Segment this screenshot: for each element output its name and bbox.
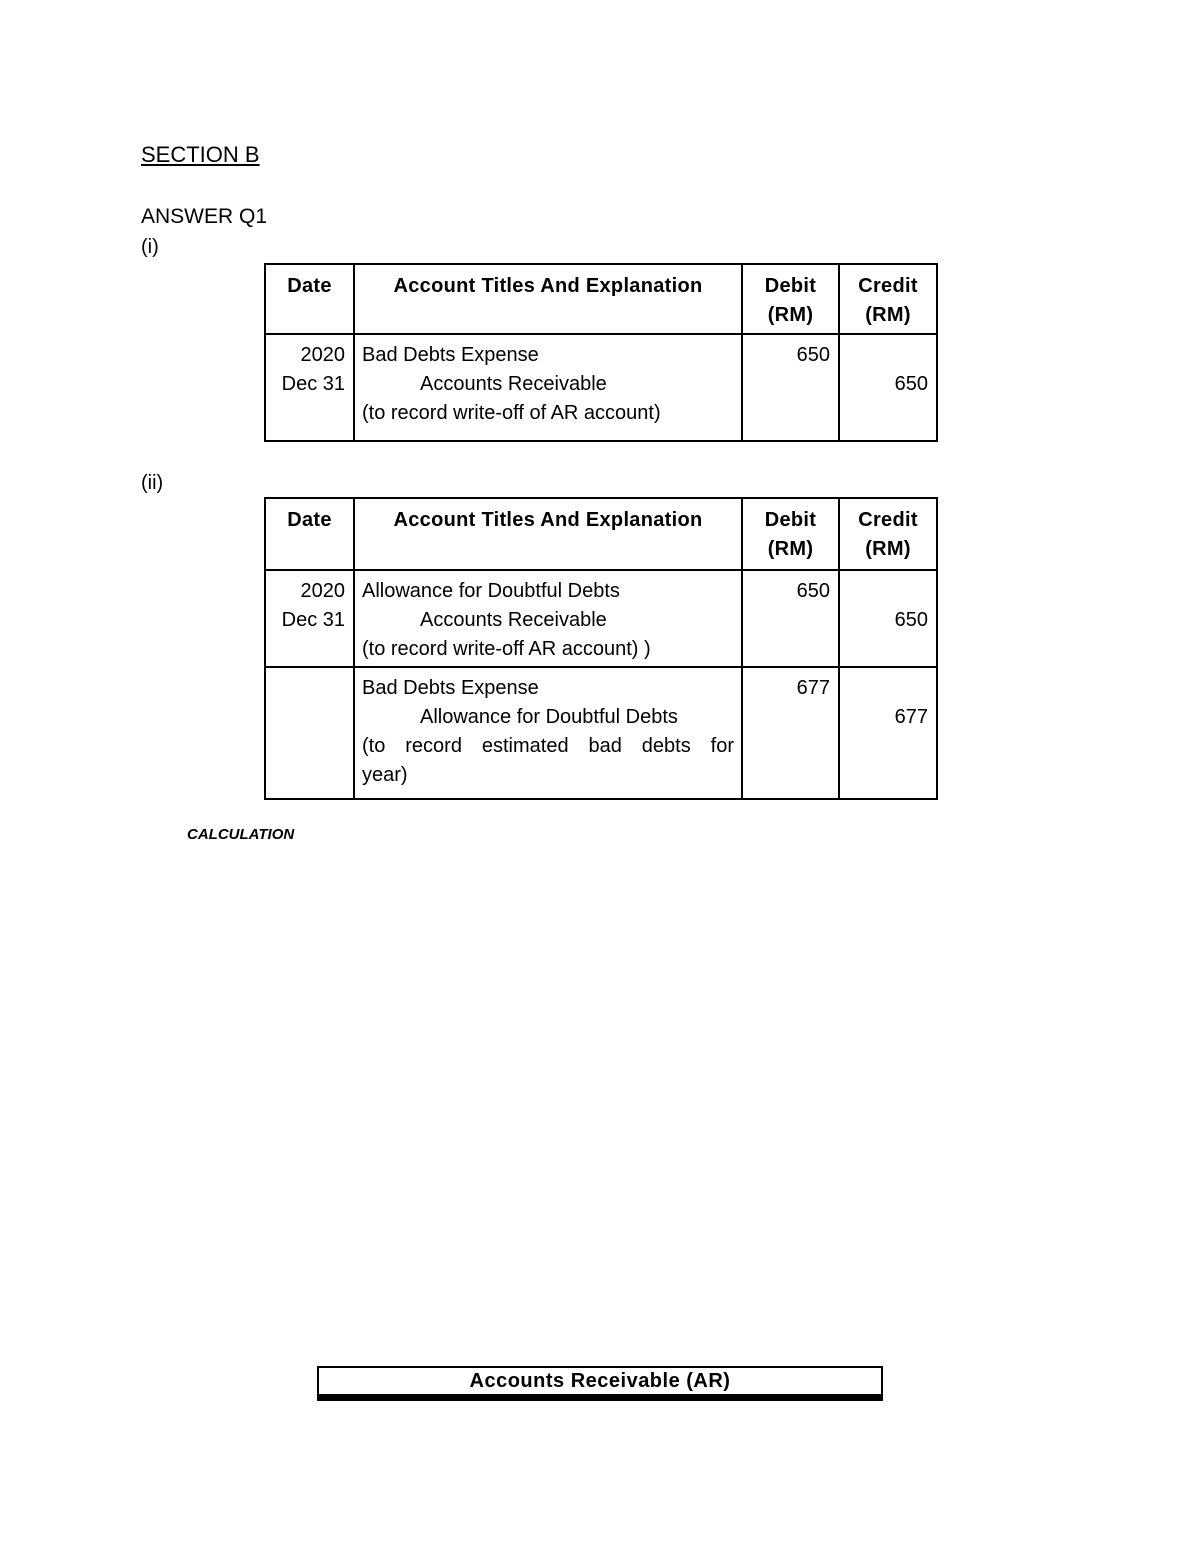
- table-header-row: [265, 264, 937, 334]
- credit-account: Accounts Receivable: [420, 609, 607, 631]
- part-i-label: (i): [141, 236, 159, 258]
- debit-account: Bad Debts Expense: [362, 344, 539, 366]
- entry-accounts: [354, 570, 742, 667]
- table-row: [265, 334, 937, 441]
- entry-explanation-cont: year): [362, 764, 408, 786]
- header-account: Account Titles And Explanation: [354, 498, 742, 570]
- journal-table-i: [264, 263, 938, 442]
- section-title: SECTION B: [141, 142, 260, 167]
- entry-date: [265, 667, 354, 799]
- t-account-title: Accounts Receivable (AR): [317, 1366, 883, 1401]
- entry-date: 2020 Dec 31: [265, 570, 354, 667]
- entry-debit: 677: [742, 667, 839, 799]
- journal-table-ii: [264, 497, 938, 800]
- entry-accounts: [354, 667, 742, 799]
- header-debit: Debit (RM): [742, 498, 839, 570]
- entry-explanation: (to record write-off of AR account): [362, 402, 661, 424]
- entry-debit: 650: [742, 334, 839, 441]
- part-ii-label: (ii): [141, 472, 164, 494]
- entry-date: 2020 Dec 31: [265, 334, 354, 441]
- debit-account: Allowance for Doubtful Debts: [362, 580, 620, 602]
- entry-explanation: (to record write-off AR account) ): [362, 638, 651, 660]
- entry-credit: 650: [839, 570, 937, 667]
- credit-account: Allowance for Doubtful Debts: [420, 706, 678, 728]
- entry-accounts: [354, 334, 742, 441]
- table-row: [265, 667, 937, 799]
- credit-account: Accounts Receivable: [420, 373, 607, 395]
- entry-explanation: (to record estimated bad debts for: [362, 735, 734, 757]
- answer-title: ANSWER Q1: [141, 205, 268, 228]
- entry-debit: 650: [742, 570, 839, 667]
- calculation-label: CALCULATION: [187, 826, 295, 843]
- header-credit: Credit (RM): [839, 264, 937, 334]
- header-credit: Credit (RM): [839, 498, 937, 570]
- header-date: Date: [265, 498, 354, 570]
- table-row: [265, 570, 937, 667]
- table-header-row: [265, 498, 937, 570]
- header-date: Date: [265, 264, 354, 334]
- entry-credit: 650: [839, 334, 937, 441]
- debit-account: Bad Debts Expense: [362, 677, 539, 699]
- header-debit: Debit (RM): [742, 264, 839, 334]
- entry-credit: 677: [839, 667, 937, 799]
- header-account: Account Titles And Explanation: [354, 264, 742, 334]
